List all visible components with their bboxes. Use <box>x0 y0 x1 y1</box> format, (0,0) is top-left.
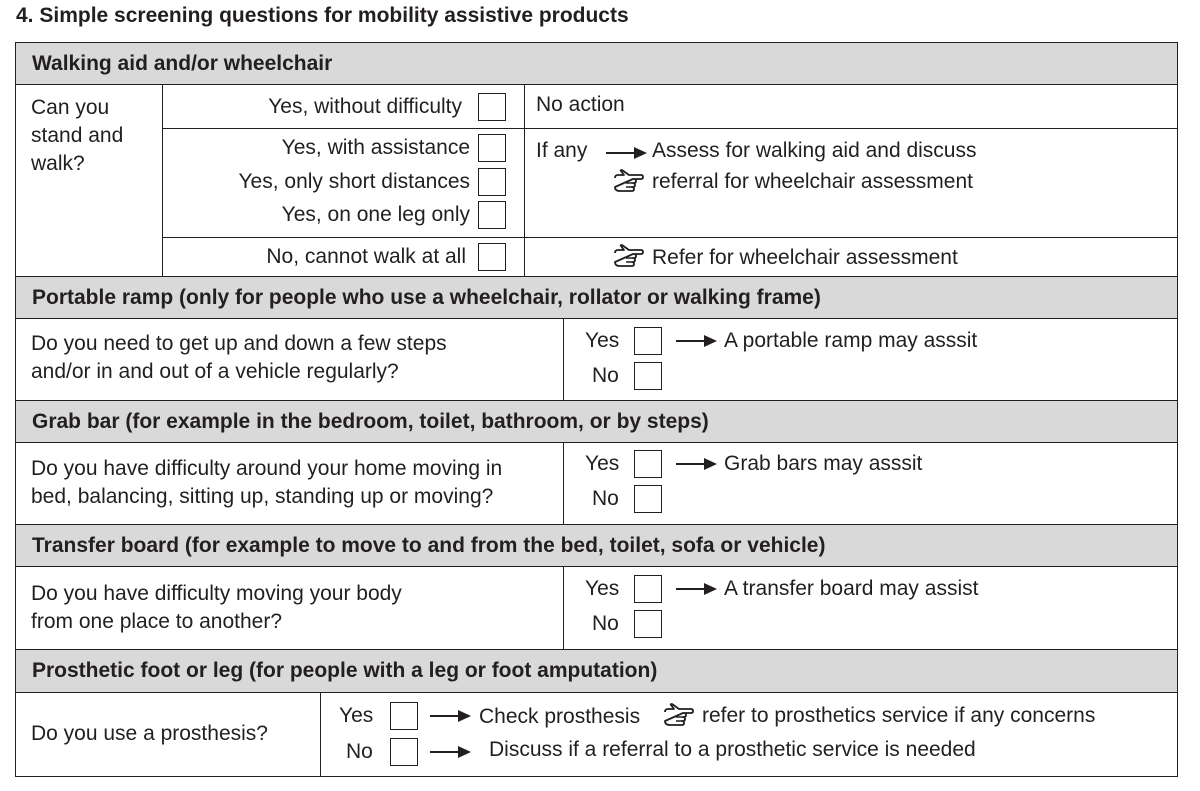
checkbox-one-leg[interactable] <box>478 201 506 229</box>
pointing-hand-icon <box>612 244 644 270</box>
transfer-question: Do you have difficulty moving your body from one place to another? <box>31 582 402 633</box>
checkbox-short-distances[interactable] <box>478 168 506 196</box>
divider <box>16 566 1177 567</box>
ramp-yes-checkbox[interactable] <box>634 327 662 355</box>
page-title: 4. Simple screening questions for mobility assistive products <box>16 4 629 27</box>
divider <box>162 237 1178 238</box>
grab-no-label: No <box>592 487 619 510</box>
transfer-no-checkbox[interactable] <box>634 610 662 638</box>
divider <box>162 84 163 276</box>
right-arrow-icon <box>430 708 472 724</box>
grab-yes-label: Yes <box>585 452 620 475</box>
prosthetic-yes-action-refer: refer to prosthetics service if any concerns <box>702 704 1096 727</box>
right-arrow-icon <box>606 145 648 161</box>
action-no-action: No action <box>536 93 625 116</box>
grab-action: Grab bars may asssit <box>724 452 923 475</box>
screening-table <box>15 42 1178 777</box>
divider <box>563 566 564 649</box>
transfer-yes-checkbox[interactable] <box>634 575 662 603</box>
checkbox-without-difficulty[interactable] <box>478 93 506 121</box>
divider <box>563 442 564 524</box>
prosthetic-yes-action-check: Check prosthesis <box>479 705 641 728</box>
if-any-label: If any <box>536 139 588 162</box>
divider <box>162 128 1178 129</box>
option-with-assistance: Yes, with assistance <box>281 136 470 159</box>
divider <box>524 84 525 276</box>
checkbox-with-assistance[interactable] <box>478 134 506 162</box>
divider <box>16 318 1177 319</box>
ramp-section-header: Portable ramp (only for people who use a wheelchair, rollator or walking frame) <box>16 277 1177 318</box>
divider <box>16 692 1177 693</box>
grab-yes-checkbox[interactable] <box>634 450 662 478</box>
ramp-question: Do you need to get up and down a few steps and/or in and out of a vehicle regularly? <box>31 332 447 383</box>
option-cannot-walk: No, cannot walk at all <box>266 245 466 268</box>
grab-question: Do you have difficulty around your home moving in bed, balancing, sitting up, standing up or moving? <box>31 457 503 508</box>
prosthetic-no-action: Discuss if a referral to a prosthetic service is needed <box>489 738 976 761</box>
right-arrow-icon <box>430 744 472 760</box>
transfer-no-label: No <box>592 612 619 635</box>
prosthetic-section-header: Prosthetic foot or leg (for people with a leg or foot amputation) <box>16 650 1177 692</box>
prosthetic-yes-label: Yes <box>339 704 374 727</box>
divider <box>563 318 564 400</box>
grab-section-header: Grab bar (for example in the bedroom, toilet, bathroom, or by steps) <box>16 401 1177 442</box>
option-without-difficulty: Yes, without difficulty <box>268 95 462 118</box>
prosthetic-yes-checkbox[interactable] <box>390 702 418 730</box>
walking-question: Can you stand and walk? <box>31 96 124 175</box>
ramp-action: A portable ramp may asssit <box>724 329 978 352</box>
prosthetic-question: Do you use a prosthesis? <box>31 722 268 745</box>
checkbox-cannot-walk[interactable] <box>478 243 506 271</box>
action-refer-wheelchair: Refer for wheelchair assessment <box>652 246 958 269</box>
pointing-hand-icon <box>612 169 644 195</box>
transfer-section-header: Transfer board (for example to move to and from the bed, toilet, sofa or vehicle) <box>16 525 1177 566</box>
ramp-no-checkbox[interactable] <box>634 362 662 390</box>
action-wheelchair-referral: referral for wheelchair assessment <box>652 170 973 193</box>
divider <box>320 692 321 776</box>
transfer-yes-label: Yes <box>585 577 620 600</box>
transfer-action: A transfer board may assist <box>724 577 979 600</box>
option-one-leg: Yes, on one leg only <box>281 203 470 226</box>
ramp-no-label: No <box>592 364 619 387</box>
prosthetic-no-label: No <box>346 740 373 763</box>
option-short-distances: Yes, only short distances <box>238 170 470 193</box>
pointing-hand-icon <box>662 703 694 729</box>
divider <box>16 84 1177 85</box>
divider <box>16 442 1177 443</box>
right-arrow-icon <box>676 581 718 597</box>
walking-section-header: Walking aid and/or wheelchair <box>16 43 1177 84</box>
right-arrow-icon <box>676 333 718 349</box>
grab-no-checkbox[interactable] <box>634 485 662 513</box>
ramp-yes-label: Yes <box>585 329 620 352</box>
prosthetic-no-checkbox[interactable] <box>390 738 418 766</box>
action-assess-walking-aid: Assess for walking aid and discuss <box>652 139 977 162</box>
right-arrow-icon <box>676 456 718 472</box>
